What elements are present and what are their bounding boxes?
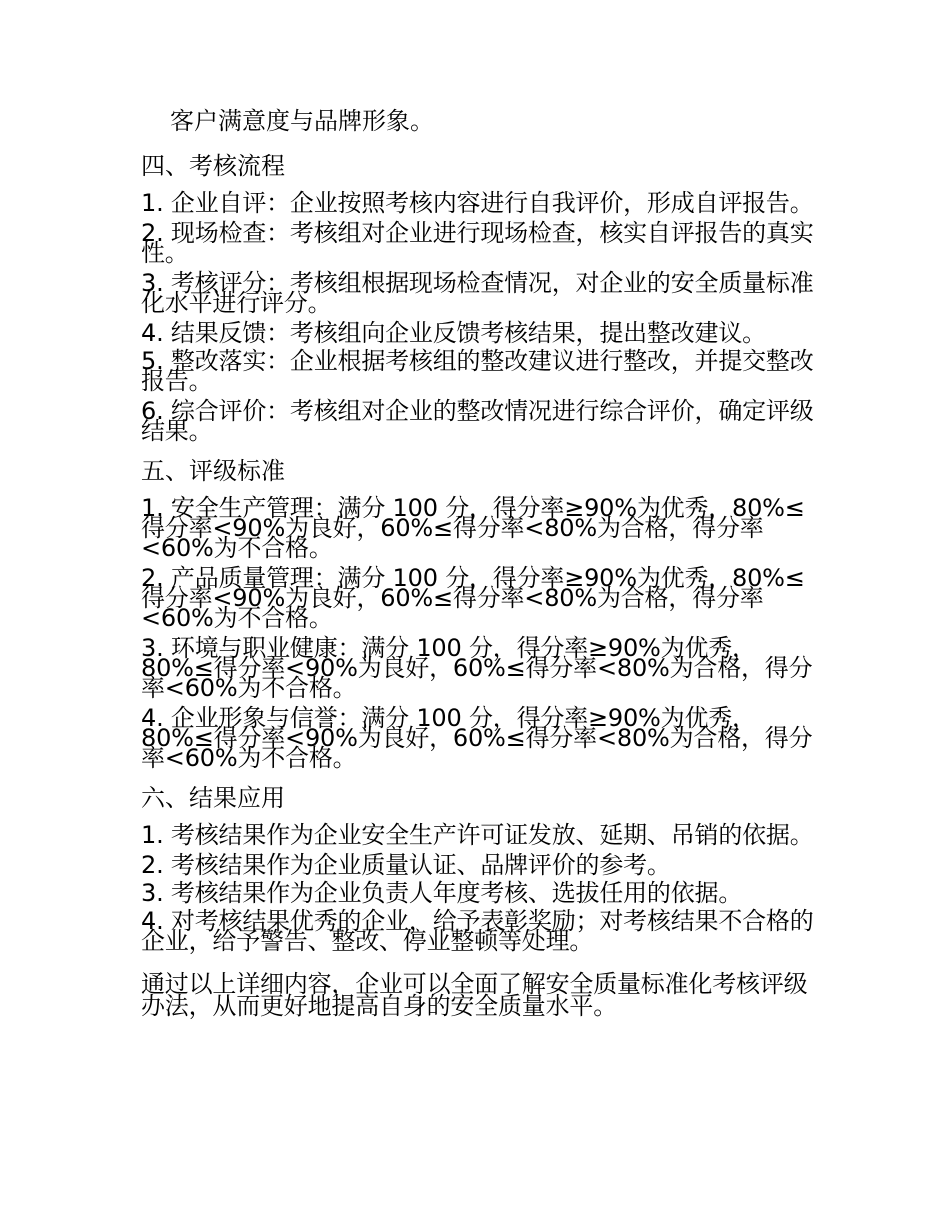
list-item: 1. 企业自评：企业按照考核内容进行自我评价，形成自评报告。 (141, 189, 814, 217)
list-item: 3. 考核结果作为企业负责人年度考核、选拔任用的依据。 (141, 879, 743, 907)
section-heading: 五、评级标准 (141, 457, 285, 485)
list-item: 1. 安全生产管理：满分 100 分，得分率≥90%为优秀，80%≤得分率<90%为良好，60%≤得分率<80%为合格，得分率<60%为不合格。 (141, 494, 805, 562)
section-heading: 六、结果应用 (141, 784, 285, 812)
list-item: 3. 环境与职业健康：满分 100 分，得分率≥90%为优秀，80%≤得分率<90%为良好，60%≤得分率<80%为合格，得分率<60%为不合格。 (141, 634, 813, 702)
list-item: 6. 综合评价：考核组对企业的整改情况进行综合评价，确定评级结果。 (141, 397, 814, 445)
list-item: 5. 整改落实：企业根据考核组的整改建议进行整改，并提交整改报告。 (141, 347, 814, 395)
list-item: 3. 考核评分：考核组根据现场检查情况，对企业的安全质量标准化水平进行评分。 (141, 269, 814, 317)
section-heading: 四、考核流程 (141, 152, 285, 180)
list-item: 2. 考核结果作为企业质量认证、品牌评价的参考。 (141, 851, 671, 879)
summary-paragraph: 通过以上详细内容，企业可以全面了解安全质量标准化考核评级办法，从而更好地提高自身的安全质量水平。 (141, 970, 808, 1020)
list-item: 4. 结果反馈：考核组向企业反馈考核结果，提出整改建议。 (141, 319, 766, 347)
list-item: 2. 现场检查：考核组对企业进行现场检查，核实自评报告的真实性。 (141, 219, 814, 267)
section-assessment-process (141, 151, 816, 445)
intro-line: 客户满意度与品牌形象。 (170, 107, 434, 135)
list-item: 4. 企业形象与信誉：满分 100 分，得分率≥90%为优秀，80%≤得分率<90%为良好，60%≤得分率<80%为合格，得分率<60%为不合格。 (141, 704, 813, 772)
list-item: 4. 对考核结果优秀的企业，给予表彰奖励；对考核结果不合格的企业，给予警告、整改、停业整顿等处理。 (141, 907, 814, 955)
document-body (141, 106, 816, 1020)
section-rating-standards (141, 456, 816, 772)
list-item: 1. 考核结果作为企业安全生产许可证发放、延期、吊销的依据。 (141, 821, 814, 849)
section-result-application (141, 783, 816, 955)
list-item: 2. 产品质量管理：满分 100 分，得分率≥90%为优秀，80%≤得分率<90%为良好，60%≤得分率<80%为合格，得分率<60%为不合格。 (141, 564, 805, 632)
